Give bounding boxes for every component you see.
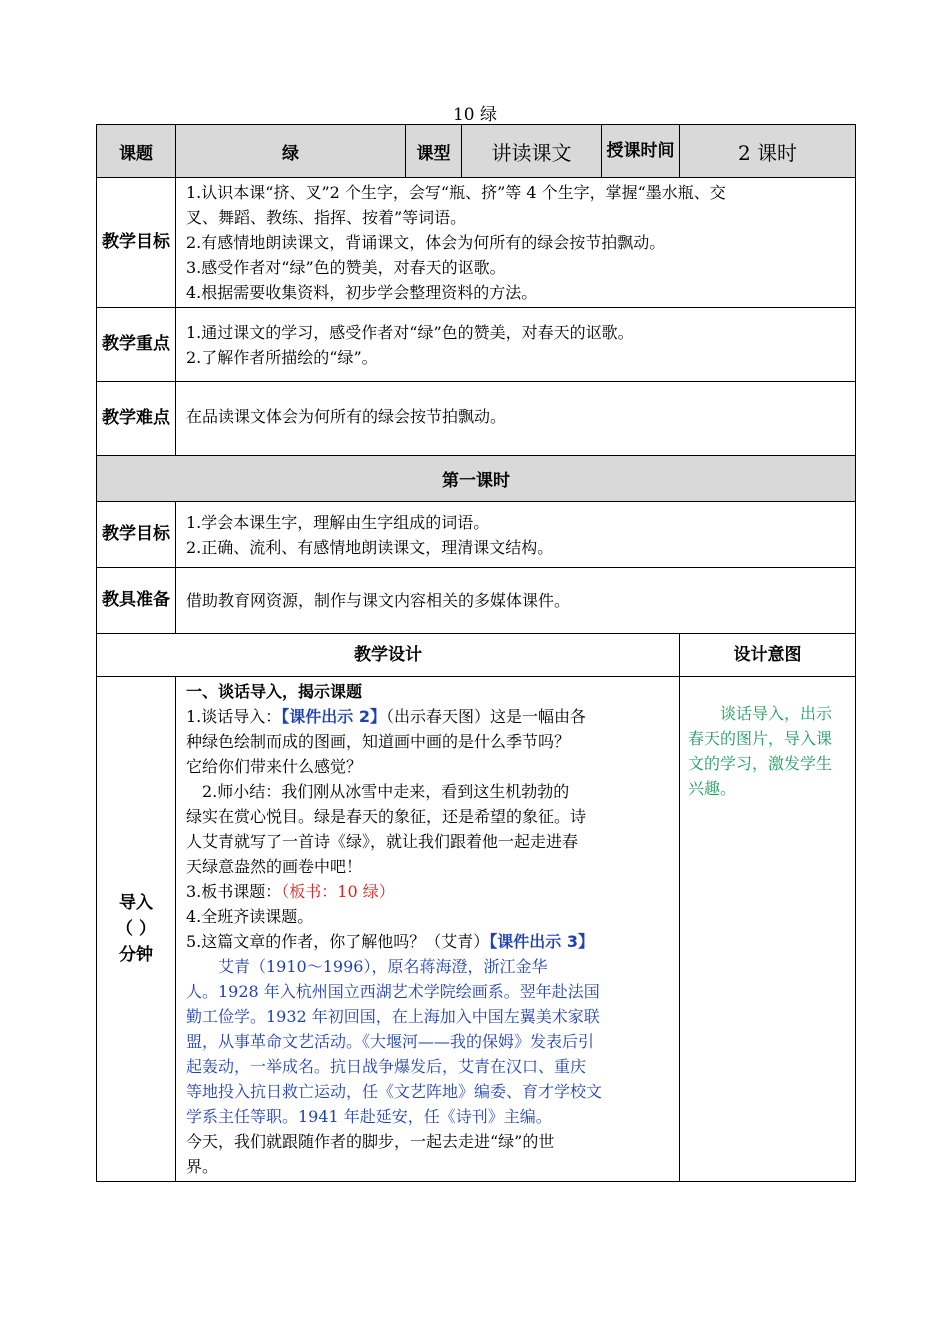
lesson-goal-line: 1.学会本课生字，理解由生字组成的词语。 <box>186 512 490 532</box>
intent-line: 兴趣。 <box>688 779 737 798</box>
stage-label: 导入（ ）分钟 <box>97 677 176 1182</box>
lesson-goal-line: 2.正确、流利、有感情地朗读课文，理清课文结构。 <box>186 537 554 557</box>
goal-line: 3.感受作者对“绿”色的赞美，对春天的讴歌。 <box>186 258 506 277</box>
goals-content <box>176 178 856 308</box>
key-points-label: 教学重点 <box>97 308 176 382</box>
time-label: 授课时间 <box>602 125 680 178</box>
item-1: 1.谈话导入：【课件出示 2】（出示春天图）这是一幅由各 <box>186 707 587 726</box>
key-points-content <box>176 308 856 382</box>
key-point-line: 1.通过课文的学习，感受作者对“绿”色的赞美，对春天的讴歌。 <box>186 323 634 342</box>
design-content <box>176 677 680 1182</box>
goal-line: 4.根据需要收集资料，初步学会整理资料的方法。 <box>186 283 538 302</box>
bio-line: 盟，从事革命文艺活动。《大堰河——我的保姆》发表后引 <box>186 1032 595 1051</box>
lesson-one-title: 第一课时 <box>97 456 856 502</box>
type-value: 讲读课文 <box>462 125 602 178</box>
goal-line: 1.认识本课“挤、叉”2 个生字，会写“瓶、挤”等 4 个生字，掌握“墨水瓶、交 <box>186 183 726 202</box>
lesson-goals-label: 教学目标 <box>97 502 176 568</box>
key-point-line: 2.了解作者所描绘的“绿”。 <box>186 348 378 367</box>
courseware-tag: 【课件出示 2】 <box>281 707 386 726</box>
hours-value: 2 课时 <box>680 125 856 178</box>
tools-text: 借助教育网资源，制作与课文内容相关的多媒体课件。 <box>186 591 571 610</box>
design-column-header: 教学设计 <box>97 634 680 677</box>
tools-content <box>176 568 856 634</box>
intent-line: 文的学习，激发学生 <box>688 754 833 773</box>
bio-line: 人。1928 年入杭州国立西湖艺术学院绘画系。翌年赴法国 <box>186 982 600 1001</box>
goal-line: 2.有感情地朗读课文，背诵课文，体会为何所有的绿会按节拍飘动。 <box>186 233 666 252</box>
closing-line: 界。 <box>186 1157 219 1176</box>
type-label: 课型 <box>406 125 462 178</box>
lesson-goals-row <box>97 502 856 568</box>
lesson-goals-content <box>176 502 856 568</box>
item-2-line: 天绿意盎然的画卷中吧！ <box>186 857 363 876</box>
item-1-line: 种绿色绘制而成的图画，知道画中画的是什么季节吗？ <box>186 732 571 751</box>
lesson-plan-table <box>96 124 856 1182</box>
goals-row <box>97 178 856 308</box>
difficulty-label: 教学难点 <box>97 382 176 456</box>
key-points-row <box>97 308 856 382</box>
board-note: （板书：10 绿） <box>281 882 395 901</box>
difficulty-row <box>97 382 856 456</box>
item-2-line: 人艾青就写了一首诗《绿》，就让我们跟着他一起走进春 <box>186 832 579 851</box>
tools-row <box>97 568 856 634</box>
item-1-line: 它给你们带来什么感觉？ <box>186 757 363 776</box>
item-3: 3.板书课题：（板书：10 绿） <box>186 882 395 901</box>
item-4: 4.全班齐读课题。 <box>186 907 314 926</box>
goal-line: 叉、舞蹈、教练、指挥、按着”等词语。 <box>186 208 467 227</box>
intro-row <box>97 677 856 1182</box>
design-header-row <box>97 634 856 677</box>
bio-line: 起轰动，一举成名。抗日战争爆发后，艾青在汉口、重庆 <box>186 1057 587 1076</box>
item-2-line: 2.师小结：我们刚从冰雪中走来，看到这生机勃勃的 <box>202 782 570 801</box>
topic-value: 绿 <box>176 125 406 178</box>
item-5: 5.这篇文章的作者，你了解他吗？（艾青）【课件出示 3】 <box>186 932 594 951</box>
courseware-tag: 【课件出示 3】 <box>489 932 594 951</box>
lesson-one-row <box>97 456 856 502</box>
topic-label: 课题 <box>97 125 176 178</box>
intent-line: 谈话导入，出示 <box>720 704 833 723</box>
section-title: 一、谈话导入，揭示课题 <box>186 682 363 701</box>
bio-line: 艾青（1910～1996），原名蒋海澄，浙江金华 <box>218 957 548 976</box>
intent-column-header: 设计意图 <box>680 634 856 677</box>
intent-content <box>680 677 856 1182</box>
bio-line: 学系主任等职。1941 年赴延安，任《诗刊》主编。 <box>186 1107 552 1126</box>
difficulty-text: 在品读课文体会为何所有的绿会按节拍飘动。 <box>186 407 507 426</box>
goals-label: 教学目标 <box>97 178 176 308</box>
bio-line: 等地投入抗日救亡运动，任《文艺阵地》编委、育才学校文 <box>186 1082 603 1101</box>
intent-line: 春天的图片，导入课 <box>688 729 833 748</box>
header-row <box>97 125 856 178</box>
closing-line: 今天，我们就跟随作者的脚步，一起去走进“绿”的世 <box>186 1132 555 1151</box>
tools-label: 教具准备 <box>97 568 176 634</box>
difficulty-content <box>176 382 856 456</box>
bio-line: 勤工俭学。1932 年初回国，在上海加入中国左翼美术家联 <box>186 1007 600 1026</box>
page-title: 10 绿 <box>452 105 498 125</box>
item-2-line: 绿实在赏心悦目。绿是春天的象征，还是希望的象征。诗 <box>186 807 587 826</box>
